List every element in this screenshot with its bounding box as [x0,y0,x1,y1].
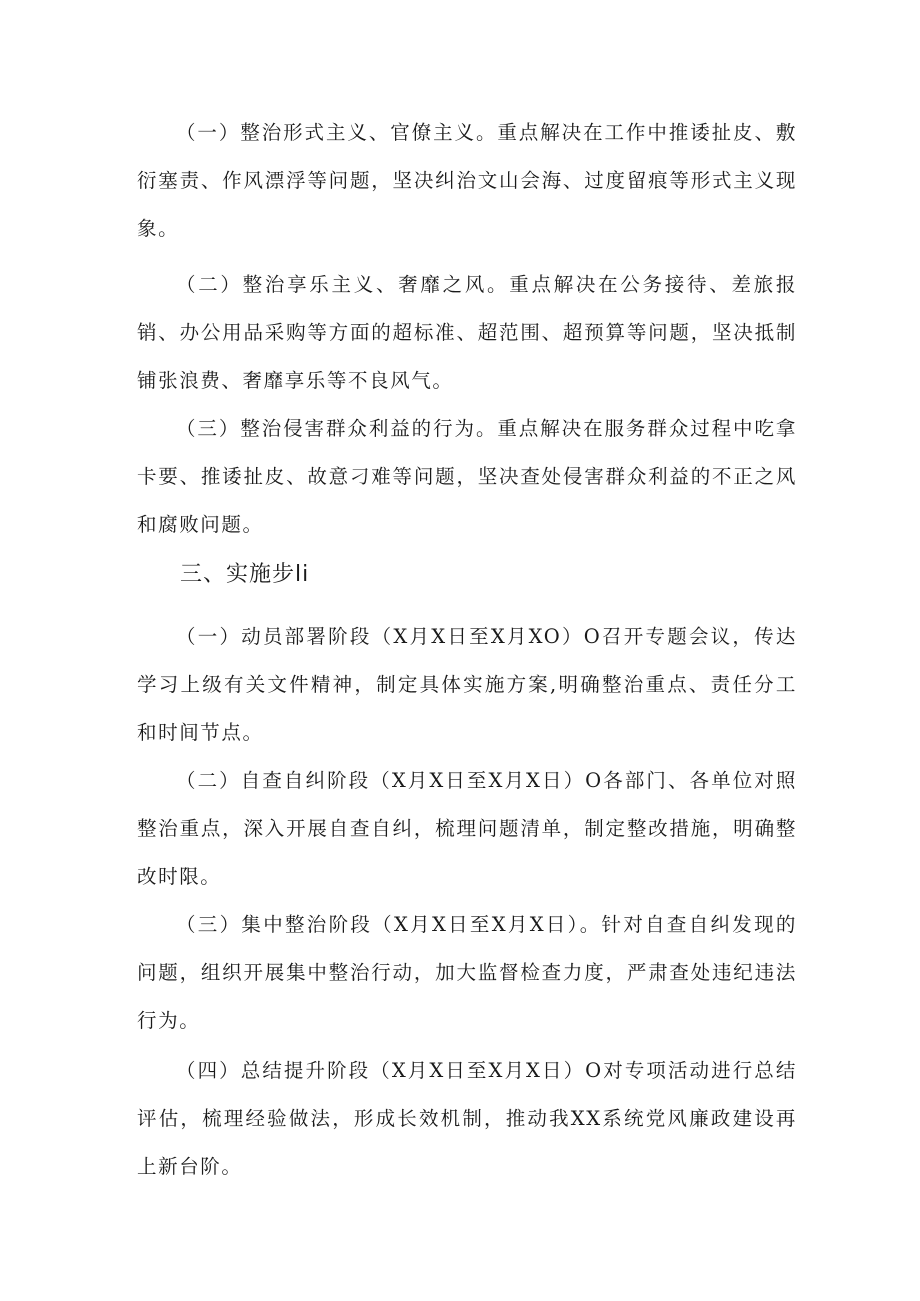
paragraph-stage-mobilization: （一）动员部署阶段（X月X日至X月XO）O召开专题会议，传达学习上级有关文件精神，制定具体实施方案,明确整治重点、责任分工和时间节点。 [137,625,797,744]
paragraph-rectify-formalism: （一）整治形式主义、官僚主义。重点解决在工作中推诿扯皮、敷衍塞责、作风漂浮等问题，坚决纠治文山会海、过度留痕等形式主义现象。 [137,121,797,240]
paragraph-rectify-mass-interest-violations: （三）整治侵害群众利益的行为。重点解决在服务群众过程中吃拿卡要、推诿扯皮、故意刁难等问题，坚决查处侵害群众利益的不正之风和腐败问题。 [137,417,797,536]
section-heading-implementation-steps: 三、实施步li [180,562,310,587]
paragraph-stage-centralized-rectification: （三）集中整治阶段（X月X日至X月X日）。针对自查自纠发现的问题，组织开展集中整治行动，加大监督检查力度，严肃查处违纪违法行为。 [137,913,797,1032]
paragraph-stage-summary-improvement: （四）总结提升阶段（X月X日至X月X日）O对专项活动进行总结评估，梳理经验做法，形成长效机制，推动我XX系统党风廉政建设再上新台阶。 [137,1059,797,1178]
paragraph-rectify-hedonism: （二）整治享乐主义、奢靡之风。重点解决在公务接待、差旅报销、办公用品采购等方面的超标准、超范围、超预算等问题，坚决抵制铺张浪费、奢靡享乐等不良风气。 [137,273,797,392]
paragraph-stage-self-inspection: （二）自查自纠阶段（X月X日至X月X日）O各部门、各单位对照整治重点，深入开展自查自纠，梳理问题清单，制定整改措施，明确整改时限。 [137,769,797,888]
